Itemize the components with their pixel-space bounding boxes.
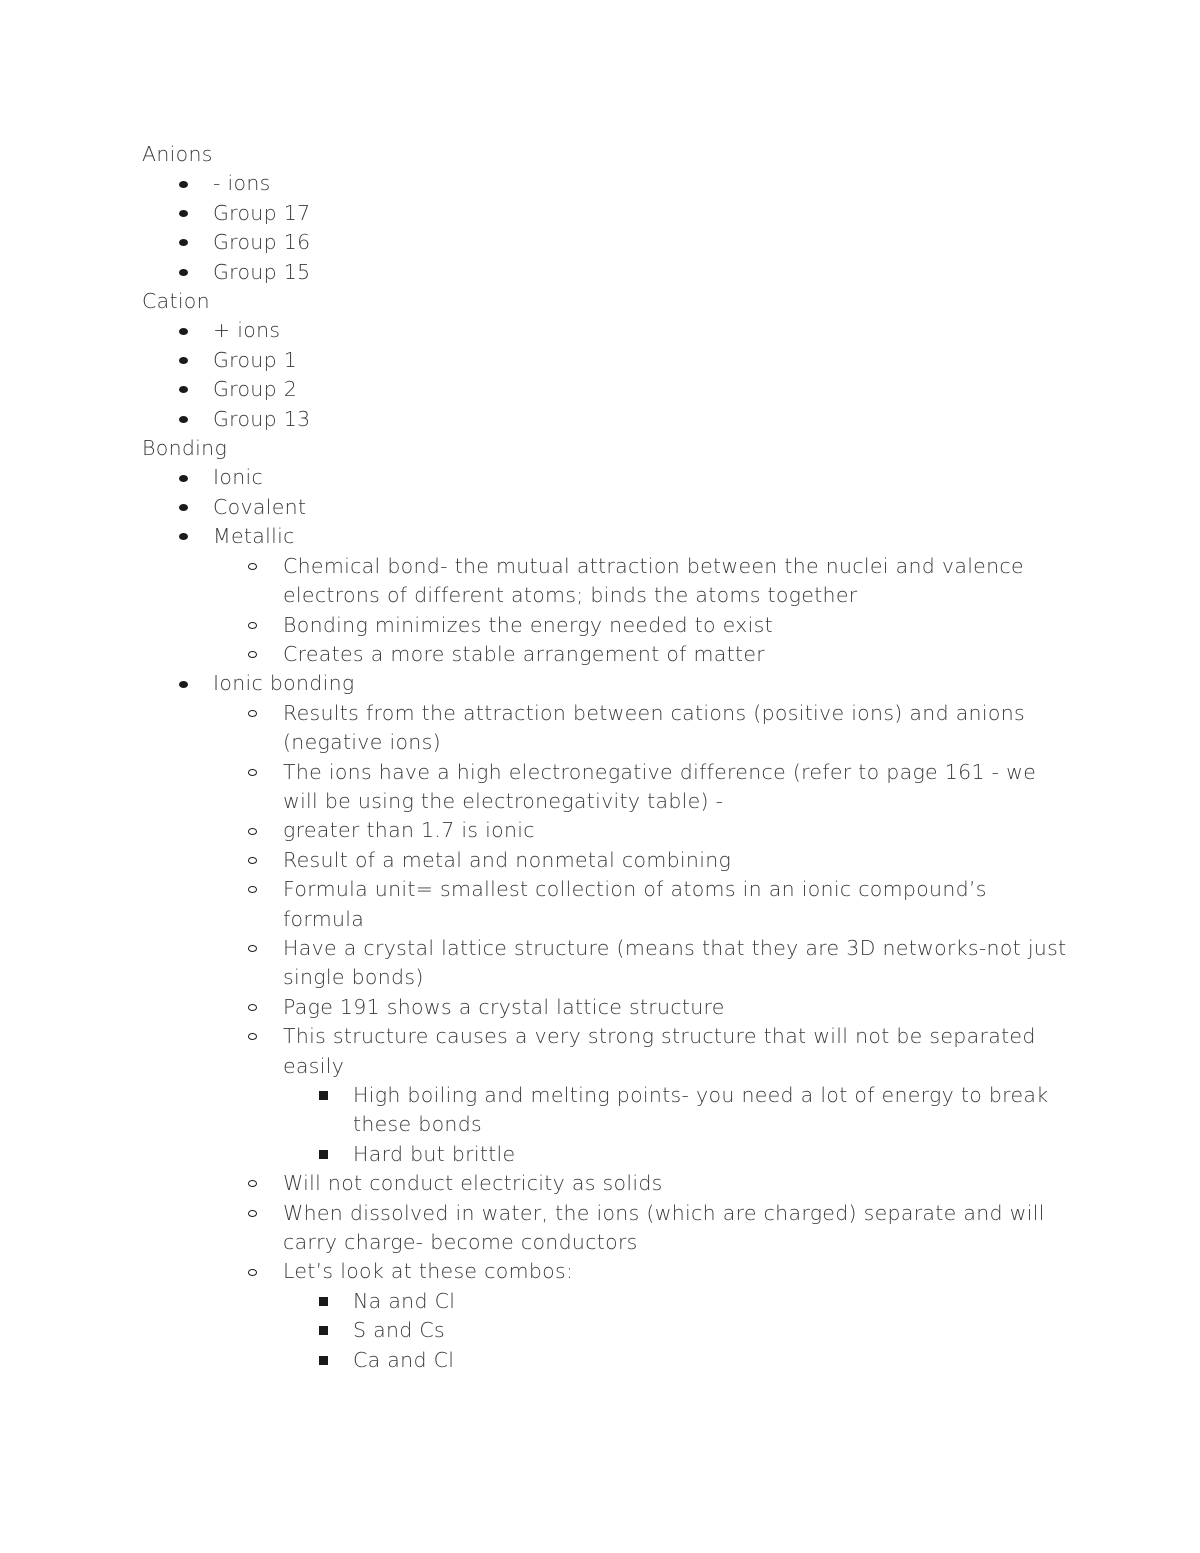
sub-sub-list-item: High boiling and melting points- you need a lot of energy to break (142, 1081, 1062, 1110)
sub-list-item-continued: carry charge- become conductors (283, 1230, 638, 1255)
sub-list-item: greater than 1.7 is ionic (142, 816, 1062, 845)
bullet-icon (179, 316, 188, 345)
sub-sub-list-item: Ca and Cl (142, 1346, 1062, 1375)
sub-list-item-continued: will be using the electronegativity table) - (283, 788, 724, 813)
list-item: Metallic (142, 522, 1062, 551)
bullet-icon (179, 463, 188, 492)
sub-list-item: The ions have a high electronegative difference (refer to page 161 - we (142, 758, 1062, 787)
circle-bullet-icon (248, 816, 257, 845)
sub-list-item-continued: electrons of different atoms; binds the atoms together (283, 583, 858, 608)
list-item: + ions (142, 316, 1062, 345)
bullet-icon (179, 346, 188, 375)
square-bullet-icon (319, 1140, 328, 1169)
bullet-icon (179, 493, 188, 522)
bullet-icon (179, 669, 188, 698)
bullet-icon (179, 228, 188, 257)
sub-list-item: Let’s look at these combos: (142, 1257, 1062, 1286)
list-item: Group 15 (142, 258, 1062, 287)
list-item: Group 17 (142, 199, 1062, 228)
sub-list-item: Have a crystal lattice structure (means that they are 3D networks-not just (142, 934, 1062, 963)
sub-list-item-continued: easily (283, 1053, 345, 1078)
sub-list-item: Bonding minimizes the energy needed to exist (142, 611, 1062, 640)
circle-bullet-icon (248, 1257, 257, 1286)
bullet-icon (179, 199, 188, 228)
bullet-icon (179, 405, 188, 434)
bullet-icon (179, 375, 188, 404)
sub-sub-list-item: Na and Cl (142, 1287, 1062, 1316)
sub-sub-list-item: Hard but brittle (142, 1140, 1062, 1169)
section-heading-bonding: Bonding (142, 436, 228, 461)
sub-list-item: When dissolved in water, the ions (which are charged) separate and will (142, 1199, 1062, 1228)
sub-list-item: Page 191 shows a crystal lattice structure (142, 993, 1062, 1022)
bullet-icon (179, 169, 188, 198)
square-bullet-icon (319, 1316, 328, 1345)
sub-sub-list-item-continued: these bonds (353, 1112, 482, 1137)
square-bullet-icon (319, 1081, 328, 1110)
circle-bullet-icon (248, 1022, 257, 1051)
sub-list-item: Result of a metal and nonmetal combining (142, 846, 1062, 875)
list-item: Ionic (142, 463, 1062, 492)
sub-list-item: This structure causes a very strong structure that will not be separated (142, 1022, 1062, 1051)
list-item: Group 1 (142, 346, 1062, 375)
circle-bullet-icon (248, 846, 257, 875)
sub-list-item: Creates a more stable arrangement of matter (142, 640, 1062, 669)
sub-list-item-continued: formula (283, 906, 365, 931)
circle-bullet-icon (248, 1199, 257, 1228)
section-heading-anions: Anions (142, 142, 213, 166)
circle-bullet-icon (248, 934, 257, 963)
sub-list-item: Formula unit= smallest collection of atoms in an ionic compound’s (142, 875, 1062, 904)
circle-bullet-icon (248, 699, 257, 728)
circle-bullet-icon (248, 1169, 257, 1198)
sub-list-item-continued: (negative ions) (283, 730, 441, 755)
list-item: Covalent (142, 493, 1062, 522)
sub-list-item: Will not conduct electricity as solids (142, 1169, 1062, 1198)
sub-sub-list-item: S and Cs (142, 1316, 1062, 1345)
square-bullet-icon (319, 1287, 328, 1316)
list-item: - ions (142, 169, 1062, 198)
bullet-icon (179, 258, 188, 287)
square-bullet-icon (319, 1346, 328, 1375)
list-item: Group 16 (142, 228, 1062, 257)
circle-bullet-icon (248, 875, 257, 904)
list-item: Group 2 (142, 375, 1062, 404)
list-item: Ionic bonding (142, 669, 1062, 698)
section-heading-cation: Cation (142, 289, 210, 314)
circle-bullet-icon (248, 640, 257, 669)
bullet-icon (179, 522, 188, 551)
sub-list-item: Chemical bond- the mutual attraction between the nuclei and valence (142, 552, 1062, 581)
circle-bullet-icon (248, 611, 257, 640)
sub-list-item-continued: single bonds) (283, 965, 424, 990)
list-item: Group 13 (142, 405, 1062, 434)
sub-list-item: Results from the attraction between cations (positive ions) and anions (142, 699, 1062, 728)
circle-bullet-icon (248, 758, 257, 787)
circle-bullet-icon (248, 993, 257, 1022)
circle-bullet-icon (248, 552, 257, 581)
document-body (142, 140, 1067, 1375)
